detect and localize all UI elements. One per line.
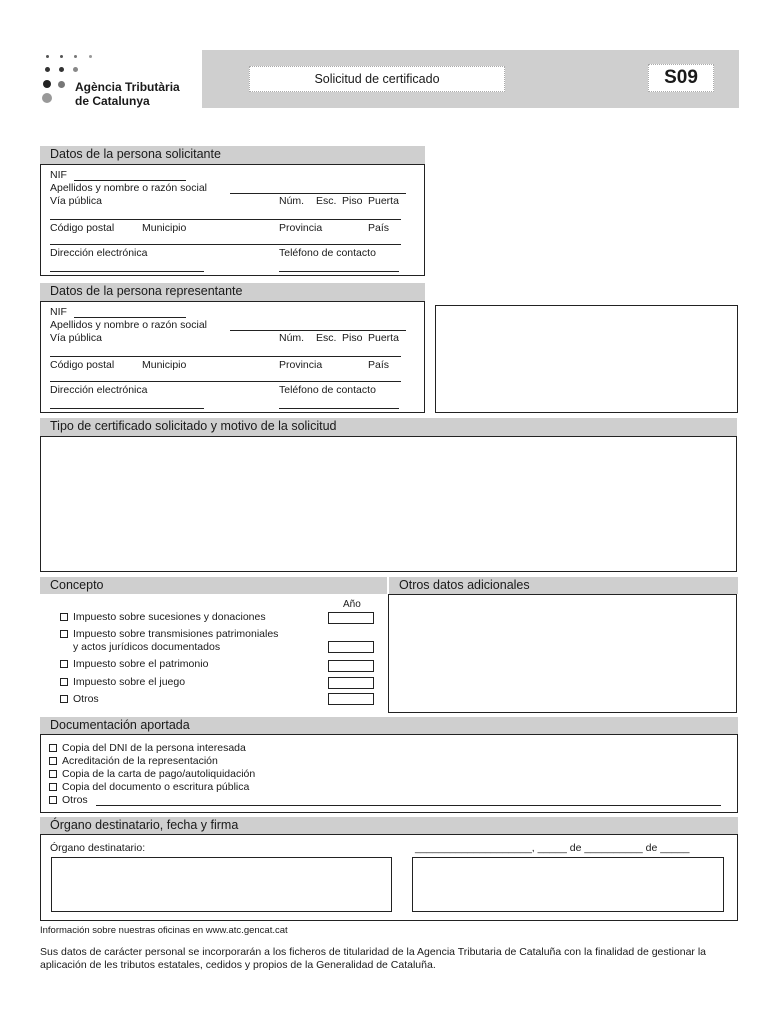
sol-nif-label: NIF bbox=[50, 169, 67, 181]
concepto-item-patrimonio: Impuesto sobre el patrimonio bbox=[73, 658, 209, 670]
fecha-line[interactable]: ____________________, _____ de __________ de _____ bbox=[415, 842, 690, 854]
doc-item-dni: Copia del DNI de la persona interesada bbox=[62, 742, 246, 754]
concepto-year-otros[interactable] bbox=[328, 693, 374, 705]
concepto-year-sucesiones[interactable] bbox=[328, 612, 374, 624]
concepto-item-otros: Otros bbox=[73, 693, 99, 705]
concepto-year-patrimonio[interactable] bbox=[328, 660, 374, 672]
form-code: S09 bbox=[664, 67, 698, 88]
doc-checkbox-dni[interactable] bbox=[49, 744, 57, 752]
logo bbox=[40, 50, 200, 110]
firma-field[interactable] bbox=[412, 857, 724, 912]
otros-datos-box[interactable] bbox=[388, 594, 737, 713]
organo-destinatario-field[interactable] bbox=[51, 857, 392, 912]
sol-email-label: Dirección electrónica bbox=[50, 247, 148, 259]
solicitante-title: Datos de la persona solicitante bbox=[50, 147, 221, 161]
rep-esc-label: Esc. bbox=[316, 332, 337, 344]
rep-cp-field[interactable] bbox=[50, 381, 401, 382]
sol-pais-label: País bbox=[368, 222, 390, 234]
concepto-checkbox-otros[interactable] bbox=[60, 695, 68, 703]
doc-item-escritura: Copia del documento o escritura pública bbox=[62, 781, 250, 793]
logo-text-line2: de Catalunya bbox=[75, 94, 150, 108]
doc-checkbox-escritura[interactable] bbox=[49, 783, 57, 791]
rep-nif-field[interactable] bbox=[74, 317, 186, 318]
tipo-box[interactable] bbox=[40, 436, 737, 572]
rep-nif-label: NIF bbox=[50, 306, 67, 318]
sol-puerta-label: Puerta bbox=[368, 195, 399, 207]
sol-email-field[interactable] bbox=[50, 271, 204, 272]
sol-esc-label: Esc. bbox=[316, 195, 337, 207]
sol-nif-field[interactable] bbox=[74, 180, 186, 181]
concepto-checkbox-transmisiones[interactable] bbox=[60, 630, 68, 638]
doc-checkbox-otros[interactable] bbox=[49, 796, 57, 804]
concepto-title: Concepto bbox=[50, 578, 104, 592]
tipo-header bbox=[40, 418, 737, 436]
sol-telefono-label: Teléfono de contacto bbox=[279, 247, 376, 259]
form-title: Solicitud de certificado bbox=[314, 72, 440, 86]
concepto-year-juego[interactable] bbox=[328, 677, 374, 689]
sol-nombre-label: Apellidos y nombre o razón social bbox=[50, 182, 207, 194]
concepto-header bbox=[40, 577, 387, 594]
rep-pais-label: País bbox=[368, 359, 390, 371]
organo-header bbox=[40, 817, 738, 834]
rep-nombre-field[interactable] bbox=[230, 330, 406, 331]
sol-piso-label: Piso bbox=[342, 195, 363, 207]
concepto-item-transmisiones: Impuesto sobre transmisiones patrimoniales bbox=[73, 628, 279, 640]
concepto-item-sucesiones: Impuesto sobre sucesiones y donaciones bbox=[73, 611, 266, 623]
organo-title: Órgano destinatario, fecha y firma bbox=[50, 818, 239, 832]
concepto-year-transmisiones[interactable] bbox=[328, 641, 374, 653]
documentacion-header bbox=[40, 717, 738, 734]
representante-title: Datos de la persona representante bbox=[50, 284, 243, 298]
rep-municipio-label: Municipio bbox=[142, 359, 187, 371]
rep-nombre-label: Apellidos y nombre o razón social bbox=[50, 319, 207, 331]
doc-item-representacion: Acreditación de la representación bbox=[62, 755, 218, 767]
form-title-box bbox=[249, 66, 505, 92]
otros-datos-header bbox=[389, 577, 738, 594]
doc-item-otros: Otros bbox=[62, 794, 88, 806]
logo-text-line1: Agència Tributària bbox=[75, 80, 180, 94]
sol-num-label: Núm. bbox=[279, 195, 305, 207]
rep-email-label: Dirección electrónica bbox=[50, 384, 148, 396]
sol-via-label: Vía pública bbox=[50, 195, 102, 207]
rep-via-label: Vía pública bbox=[50, 332, 102, 344]
organo-label: Órgano destinatario: bbox=[50, 842, 146, 854]
rep-telefono-field[interactable] bbox=[279, 408, 399, 409]
otros-datos-title: Otros datos adicionales bbox=[399, 578, 530, 592]
rep-num-label: Núm. bbox=[279, 332, 305, 344]
sol-provincia-label: Provincia bbox=[279, 222, 323, 234]
concepto-year-label: Año bbox=[343, 599, 361, 610]
sol-cp-label: Código postal bbox=[50, 222, 115, 234]
footer-info: Información sobre nuestras oficinas en www.atc.gencat.cat bbox=[40, 925, 288, 936]
rep-puerta-label: Puerta bbox=[368, 332, 399, 344]
concepto-checkbox-patrimonio[interactable] bbox=[60, 660, 68, 668]
concepto-checkbox-juego[interactable] bbox=[60, 678, 68, 686]
rep-via-field[interactable] bbox=[50, 356, 401, 357]
rep-telefono-label: Teléfono de contacto bbox=[279, 384, 376, 396]
doc-checkbox-carta-pago[interactable] bbox=[49, 770, 57, 778]
footer-privacy: Sus datos de carácter personal se incorporarán a los ficheros de titularidad de la Agencia Tributaria de Cataluña con la finalidad de gestionar la aplicación de les tributos estatales, cedidos y propios de la Generalidad de Cataluña. bbox=[40, 946, 706, 971]
rep-piso-label: Piso bbox=[342, 332, 363, 344]
sol-cp-field[interactable] bbox=[50, 244, 401, 245]
rep-cp-label: Código postal bbox=[50, 359, 115, 371]
documentacion-title: Documentación aportada bbox=[50, 718, 190, 732]
sol-municipio-label: Municipio bbox=[142, 222, 187, 234]
sol-nombre-field[interactable] bbox=[230, 193, 406, 194]
tipo-title: Tipo de certificado solicitado y motivo de la solicitud bbox=[50, 419, 337, 433]
rep-provincia-label: Provincia bbox=[279, 359, 323, 371]
concepto-item-juego: Impuesto sobre el juego bbox=[73, 676, 186, 688]
doc-otros-field[interactable] bbox=[96, 805, 721, 806]
doc-item-carta-pago: Copia de la carta de pago/autoliquidación bbox=[62, 768, 256, 780]
sol-via-field[interactable] bbox=[50, 219, 401, 220]
form-code-box bbox=[648, 64, 714, 92]
solicitante-header bbox=[40, 146, 425, 164]
concepto-checkbox-sucesiones[interactable] bbox=[60, 613, 68, 621]
doc-checkbox-representacion[interactable] bbox=[49, 757, 57, 765]
registro-box[interactable] bbox=[435, 305, 738, 413]
concepto-item-transmisiones-cont: y actos jurídicos documentados bbox=[73, 641, 221, 653]
rep-email-field[interactable] bbox=[50, 408, 204, 409]
representante-header bbox=[40, 283, 425, 301]
sol-telefono-field[interactable] bbox=[279, 271, 399, 272]
